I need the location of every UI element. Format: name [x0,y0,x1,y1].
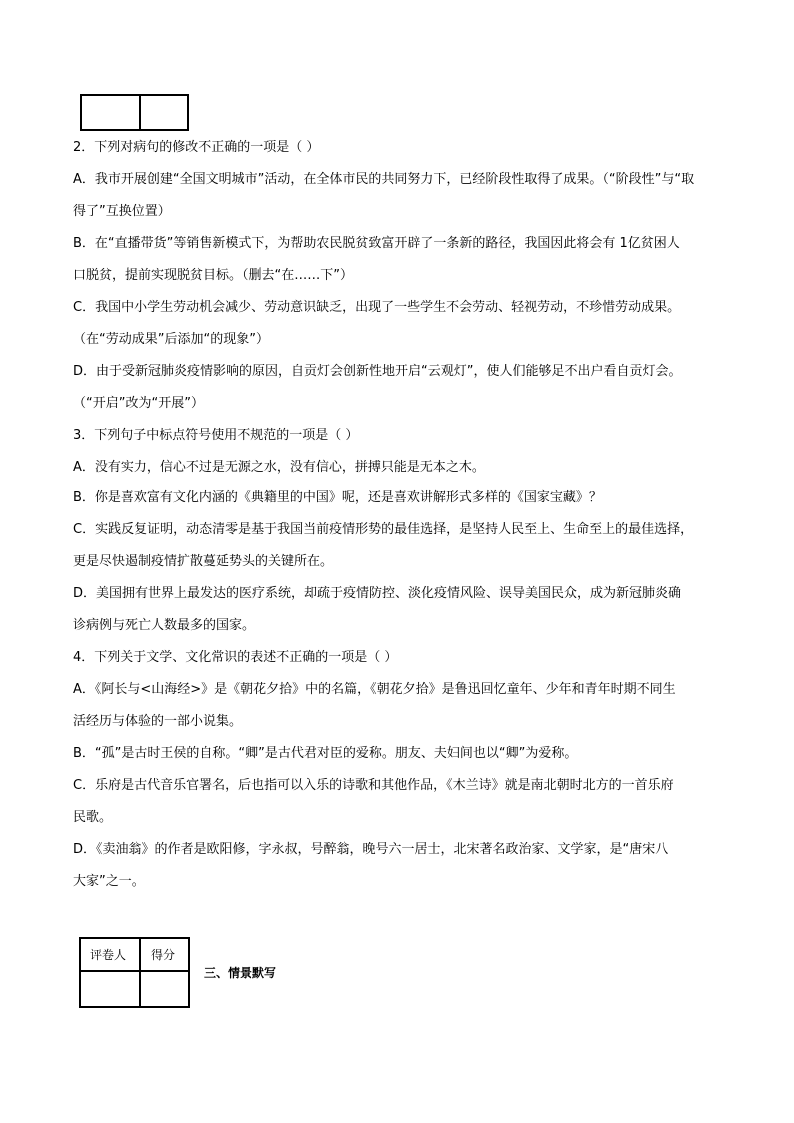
q3-option-c-line1: C．实践反复证明，动态清零是基于我国当前疫情形势的最佳选择，是坚持人民至上、生命至上的最佳选择， [73,522,694,537]
score-header: 得分 [151,948,176,962]
q4-option-a-line1: A．《阿长与<山海经>》是《朝花夕拾》中的名篇，《朝花夕拾》是鲁迅回忆童年、少年和青年时期不同生 [73,682,676,697]
top-score-table-divider [139,94,141,131]
q2-option-d-line2: （“开启”改为“开展”） [73,396,204,411]
q2-option-d-line1: D．由于受新冠肺炎疫情影响的原因，自贡灯会创新性地开启“云观灯”，使人们能够足不出户看自贡灯会。 [73,364,682,379]
grader-score-table-col-divider [139,937,141,1008]
grader-score-table-row-divider [79,970,190,972]
q4-option-c-line2: 民歌。 [73,810,113,825]
q2-option-c-line1: C．我国中小学生劳动机会减少、劳动意识缺乏，出现了一些学生不会劳动、轻视劳动，不珍惜劳动成果。 [73,300,681,315]
q3-option-b: B．你是喜欢富有文化内涵的《典籍里的中国》呢，还是喜欢讲解形式多样的《国家宝藏》？ [73,490,602,505]
q2-option-a-line1: A．我市开展创建“全国文明城市”活动，在全体市民的共同努力下，已经阶段性取得了成果。（“阶段性”与“取 [73,172,695,187]
q4-option-b: B．“孤”是古时王侯的自称。“卿”是古代君对臣的爱称。朋友、夫妇间也以“卿”为爱称。 [73,746,578,761]
q4-stem: 4．下列关于文学、文化常识的表述不正确的一项是（ ） [73,650,398,665]
q3-stem: 3．下列句子中标点符号使用不规范的一项是（ ） [73,428,359,443]
grader-header: 评卷人 [90,948,127,962]
q3-option-a: A．没有实力，信心不过是无源之水，没有信心，拼搏只能是无本之木。 [73,460,485,475]
q3-option-c-line2: 更是尽快遏制疫情扩散蔓延势头的关键所在。 [73,554,334,569]
section-title: 三、情景默写 [204,966,277,980]
q3-option-d-line2: 诊病例与死亡人数最多的国家。 [73,618,256,633]
q2-option-b-line1: B．在“直播带货”等销售新模式下，为帮助农民脱贫致富开辟了一条新的路径，我国因此将会有 1亿贫困人 [73,236,680,251]
q4-option-c-line1: C．乐府是古代音乐官署名，后也指可以入乐的诗歌和其他作品，《木兰诗》就是南北朝时北方的一首乐府 [73,778,674,793]
top-score-table [80,94,189,131]
q4-option-d-line1: D．《卖油翁》的作者是欧阳修，字永叔，号醉翁，晚号六一居士，北宋著名政治家、文学家，是“唐宋八 [73,842,669,857]
q2-option-a-line2: 得了”互换位置） [73,204,171,219]
q4-option-d-line2: 大家”之一。 [73,874,145,889]
q2-option-b-line2: 口脱贫，提前实现脱贫目标。（删去“在……下”） [73,268,353,283]
q3-option-d-line1: D．美国拥有世界上最发达的医疗系统，却疏于疫情防控、淡化疫情风险、误导美国民众，成为新冠肺炎确 [73,586,682,601]
q2-option-c-line2: （在“劳动成果”后添加“的现象”） [73,332,269,347]
q2-stem: 2．下列对病句的修改不正确的一项是（ ） [73,140,320,155]
q4-option-a-line2: 活经历与体验的一部小说集。 [73,714,243,729]
